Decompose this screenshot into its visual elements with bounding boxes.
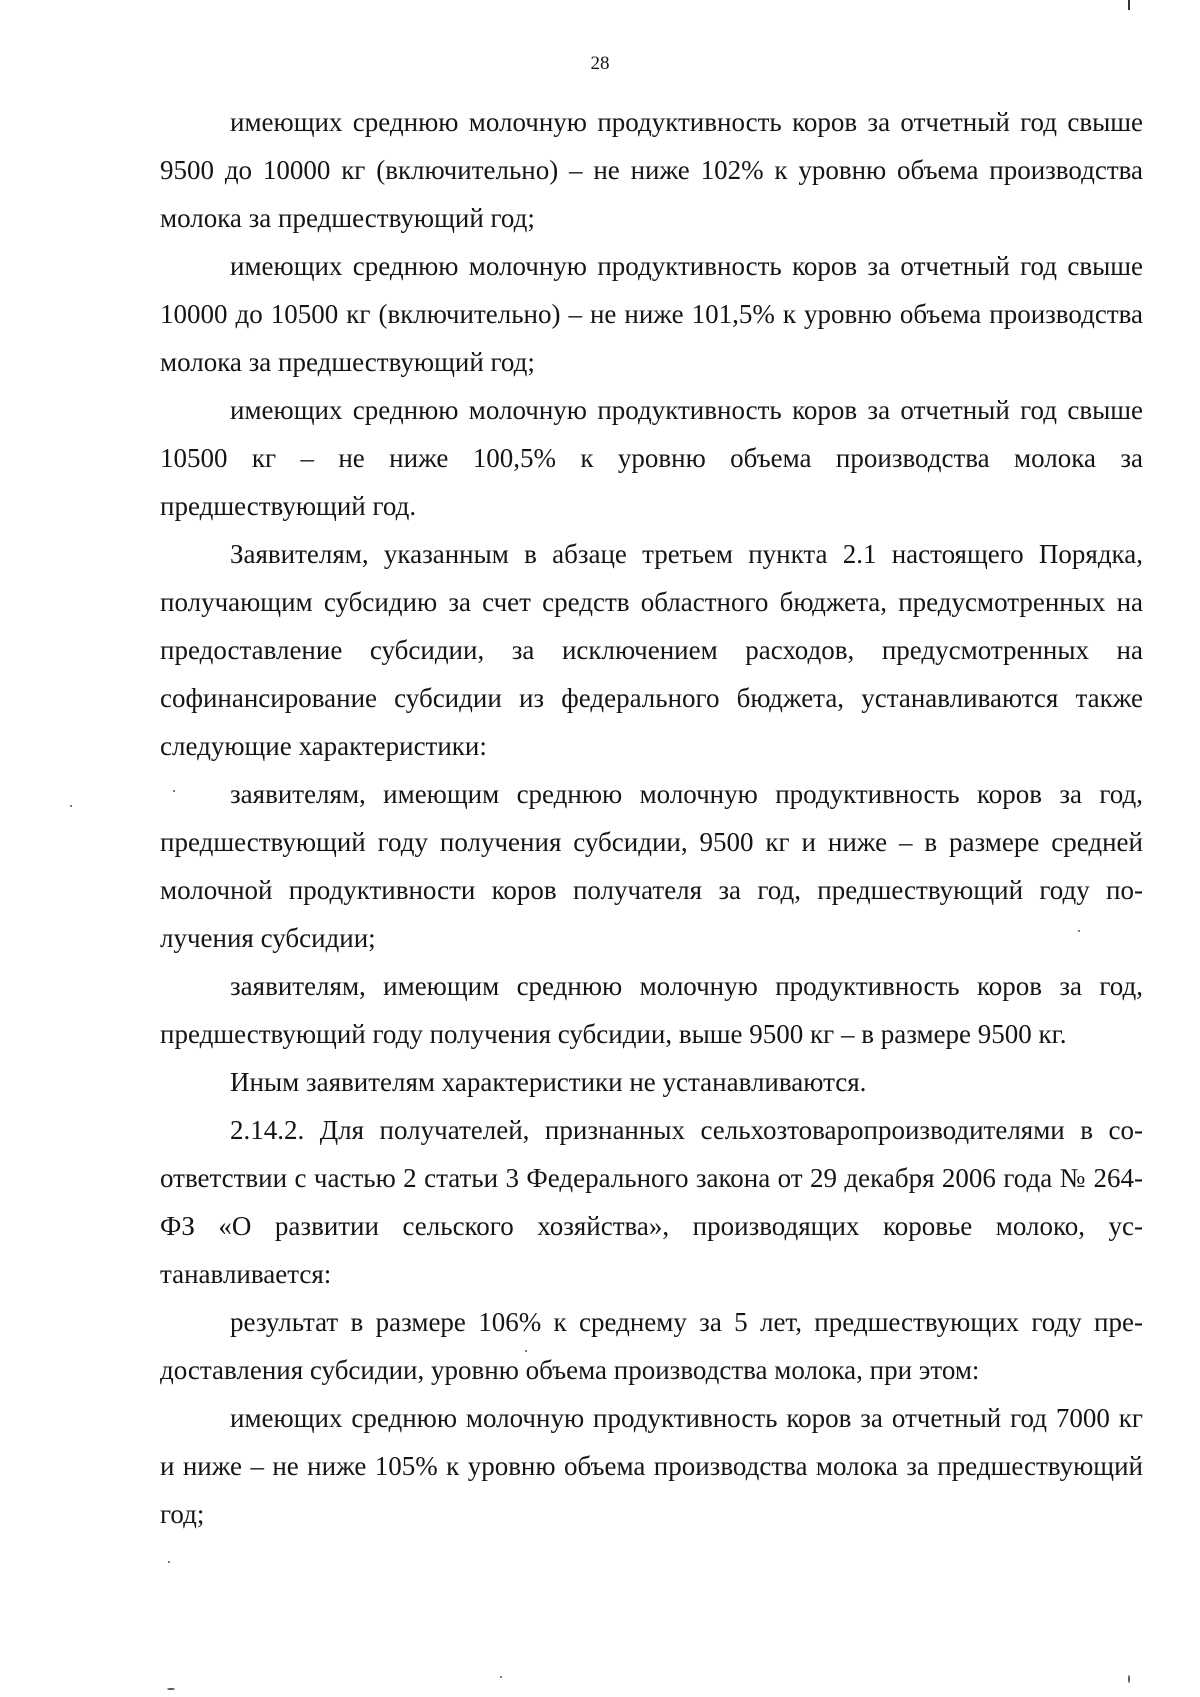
paragraph-6: заявителям, имеющим среднюю молочную продуктивность коров за год, предшествующий году получения субсидии, выше 9500 кг – в размере 9500 кг. [160,971,1143,1049]
scan-speck [1078,930,1080,932]
scan-speck [173,790,175,792]
page-number: 28 [590,53,610,74]
document-body [160,98,1143,1538]
paragraph-8: 2.14.2. Для получателей, признанных сельхозтоваропроизводителями в соответствии с частью 2 статьи 3 Федерального закона от 29 декабря 2006 года № 264-ФЗ «О развитии сельского хозяйства», производящих коровье молоко, устанавливается: [160,1115,1143,1289]
scan-speck [525,1350,527,1352]
paragraph-7: Иным заявителям характеристики не устанавливаются. [230,1067,867,1097]
scan-speck [168,1561,170,1563]
paragraph-10: имеющих среднюю молочную продуктивность коров за отчетный год 7000 кг и ниже – не ниже 105% к уровню объема производства молока за предшествующий год; [160,1403,1143,1529]
paragraph-4: Заявителям, указанным в абзаце третьем пункта 2.1 настоящего Порядка, получающим субсидию за счет средств областного бюджета, предусмотренных на предоставление субсидии, за исключением расходов, предусмотренных на софинансирование субсидии из федерального бюджета, устанавливаются также следующие характеристики: [160,539,1143,761]
paragraph-9: результат в размере 106% к среднему за 5 лет, предшествующих году предоставления субсидии, уровню объема производства молока, при этом: [160,1307,1143,1385]
scan-speck [167,1688,175,1690]
scan-edge-mark [1128,0,1130,10]
paragraph-2: имеющих среднюю молочную продуктивность коров за отчетный год свыше 10000 до 10500 кг (включительно) – не ниже 101,5% к уровню объема производства молока за предшествующий год; [160,251,1143,377]
paragraph-3: имеющих среднюю молочную продуктивность коров за отчетный год свыше 10500 кг – не ниже 100,5% к уровню объема производства молока за предшествующий год. [160,395,1143,521]
scan-speck [500,1676,502,1678]
paragraph-5: заявителям, имеющим среднюю молочную продуктивность коров за год, предшествующий году получения субсидии, 9500 кг и ниже – в размере средней молочной продуктивности коров получателя за год, предшествующий году получения субсидии; [160,779,1143,953]
scan-speck [70,805,72,807]
scan-speck [1128,1675,1130,1683]
paragraph-1: имеющих среднюю молочную продуктивность коров за отчетный год свыше 9500 до 10000 кг (включительно) – не ниже 102% к уровню объема производства молока за предшествующий год; [160,107,1143,233]
